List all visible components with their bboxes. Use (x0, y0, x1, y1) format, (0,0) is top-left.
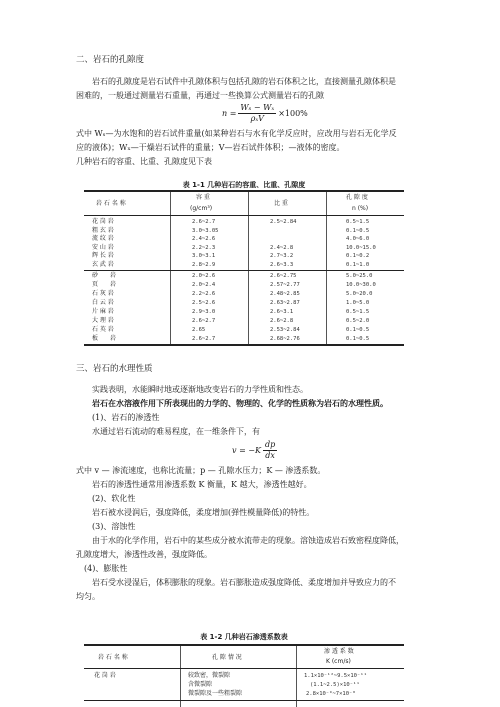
table-cell-porosity: 0.5~1.5 (346, 219, 370, 225)
table-cell-porosity: 0.1~0.5 (346, 227, 370, 234)
formula-lhs: n = (222, 109, 237, 118)
table-cell-sg: 2.68~2.76 (270, 336, 300, 342)
table-cell-density: 2.6~2.7 (192, 318, 216, 324)
table-bottom-rule (84, 344, 404, 346)
header-porosity: 孔 隙 度 (346, 194, 368, 201)
table-cell-k: (1.1~2.5)×10⁻¹¹ (310, 682, 360, 688)
paragraph-line: 式中 Wₛ—为水饱和的岩石试件重量(如某种岩石与水有化学反应时，应改用与岩石无化学反 (76, 129, 397, 138)
table-cell-density: 2.2~2.6 (192, 291, 216, 297)
table-cell-sg: 2.6~3.1 (270, 309, 294, 315)
formula-numerator: dp (265, 440, 276, 449)
table-cell-density: 2.4~2.6 (192, 236, 216, 242)
table-cell-name: 花 岗 岩 (94, 672, 116, 679)
table-cell-sg: 2.6~2.75 (270, 273, 297, 279)
table-cell-name: 砂 岩 (92, 272, 117, 279)
porosity-formula (222, 103, 308, 124)
paragraph-line: 困难的，一般通过测量岩石重量，再通过一些换算公式测量岩石的孔隙 (76, 91, 324, 100)
section-heading-water: 三、岩石的水理性质 (76, 364, 153, 374)
table-cell-k: 2.8×10⁻⁹~7×10⁻⁸ (306, 691, 356, 697)
permeability-table (84, 632, 404, 707)
paragraph-line: 式中 v — 渗流速度，也称比流量；p — 孔隙水压力；K — 渗透系数。 (76, 466, 326, 475)
table-cell-name: 花 岗 岩 (92, 218, 114, 225)
table-top-rule (84, 644, 404, 646)
table-cell-condition: 微裂隙及一些粗裂隙 (188, 690, 243, 697)
table-cell-density: 2.6~2.7 (192, 336, 216, 342)
rock-properties-table (84, 180, 404, 346)
table-cell-density: 2.6~2.7 (192, 219, 216, 225)
table-cell-porosity: 0.1~1.0 (346, 261, 370, 268)
paragraph-line: 水通过岩石流动的难易程度，在一维条件下，有 (92, 427, 260, 436)
table-cell-density: 3.0~3.05 (192, 227, 219, 234)
table-cell-name: 白 云 岩 (92, 299, 114, 306)
table-cell-density: 2.0~2.6 (192, 273, 216, 279)
table-cell-sg: 2.53~2.84 (270, 327, 300, 333)
table-cell-density: 2.0~2.4 (192, 282, 216, 288)
list-heading-dissolution: (3)、溶蚀性 (92, 522, 136, 531)
column-divider (180, 646, 181, 707)
table-cell-sg: 2.6~3.3 (270, 261, 294, 268)
formula-numerator: Wₛ − Wₓ (240, 103, 275, 112)
header-rule (84, 215, 404, 216)
table-cell-condition: 较致密，微裂隙 (188, 672, 231, 679)
formula-fraction (238, 103, 276, 124)
table-cell-density: 2.65 (192, 327, 206, 333)
table-cell-porosity: 0.1~0.2 (346, 253, 370, 259)
row-rule (84, 700, 404, 701)
table-cell-porosity: 10.0~15.0 (346, 244, 376, 251)
table-cell-porosity: 5.0~25.0 (346, 273, 373, 279)
header-porosity-unit: n (%) (352, 205, 369, 212)
table-cell-porosity: 4.0~6.0 (346, 236, 370, 242)
formula-denominator: dx (265, 451, 275, 460)
header-permeability: 渗 透 系 数 (324, 648, 354, 655)
table-cell-porosity: 5.0~20.0 (346, 291, 373, 297)
paragraph-line: 孔隙度增大，渗透性改善，强度降低。 (76, 550, 212, 559)
table-cell-density: 2.8~2.9 (192, 261, 216, 268)
table-cell-name: 片 麻 岩 (92, 308, 114, 315)
paragraph-line: 由于水的化学作用，岩石中的某些成分被水流带走的现象。溶蚀造成岩石致密程度降低， (92, 536, 404, 545)
header-rule (84, 668, 404, 669)
table-caption: 表 1-1 几种岩石的容重、比重、孔隙度 (182, 181, 306, 189)
table-cell-porosity: 10.0~30.0 (346, 282, 376, 288)
formula-lhs: v = −K (232, 446, 261, 455)
table-top-rule (84, 190, 404, 192)
table-cell-condition: 含微裂隙 (188, 681, 213, 688)
header-rock-name: 岩 石 名 称 (96, 200, 126, 207)
table-cell-porosity: 0.1~0.5 (346, 327, 370, 333)
table-cell-name: 板 岩 (92, 335, 117, 342)
header-pore-condition: 孔 隙 情 况 (212, 654, 242, 661)
table-cell-density: 2.2~2.3 (192, 244, 216, 251)
table-cell-density: 2.5~2.6 (192, 300, 216, 306)
table-cell-sg: 2.57~2.77 (270, 282, 300, 288)
paragraph-line: 岩石的渗透性通常用渗透系数 K 衡量，K 越大，渗透性越好。 (92, 480, 312, 489)
header-density-unit: (g/cm³) (190, 205, 213, 212)
table-cell-name: 玄 武 岩 (92, 260, 114, 268)
table-cell-name: 粗 玄 岩 (92, 226, 114, 234)
header-specific-gravity: 比 重 (274, 200, 288, 207)
list-heading-softening: (2)、软化性 (92, 494, 136, 503)
table-cell-density: 3.0~3.1 (192, 253, 216, 259)
table-cell-k: 1.1×10⁻¹²~9.5×10⁻¹¹ (304, 673, 367, 679)
paragraph-line: 均匀。 (76, 592, 100, 601)
list-heading-permeability: (1)、岩石的渗透性 (92, 413, 160, 422)
column-divider (296, 646, 297, 707)
bold-definition: 岩石在水溶液作用下所表现出的力学的、物理的、化学的性质称为岩石的水理性质。 (92, 398, 388, 408)
paragraph-line: 岩石被水浸润后，强度降低，柔度增加(弹性模量降低)的特性。 (92, 508, 315, 517)
paragraph-line: 几种岩石的容重、比重、孔隙度见下表 (76, 157, 212, 166)
list-heading-swelling: (4)、膨胀性 (84, 564, 128, 573)
table-cell-porosity: 0.5~2.0 (346, 318, 370, 324)
table-cell-sg: 2.5~2.84 (270, 219, 297, 225)
table-cell-sg: 2.7~3.2 (270, 253, 294, 259)
table-cell-sg: 2.6~2.8 (270, 318, 294, 324)
table-cell-sg: 2.48~2.85 (270, 291, 300, 297)
formula-fraction (263, 440, 277, 461)
section-heading-porosity: 二、岩石的孔隙度 (76, 55, 145, 65)
paragraph-line: 岩石受水浸湿后，体积膨胀的现象。岩石膨胀造成强度降低、柔度增加并导致应力的不 (92, 578, 396, 587)
paragraph-line: 岩石的孔隙度是岩石试件中孔隙体积与包括孔隙的岩石体积之比，直接测量孔隙体积是 (92, 77, 396, 86)
table-cell-name: 大 理 岩 (92, 317, 114, 324)
paragraph-line: 实践表明，水能瞬时地或逐渐地改变岩石的力学性质和性态。 (92, 385, 308, 394)
header-permeability-unit: K (cm/s) (326, 658, 351, 665)
table-cell-name: 石 灰 岩 (92, 290, 114, 297)
darcy-formula (232, 440, 277, 461)
header-density: 容 重 (196, 194, 210, 201)
table-cell-porosity: 0.1~0.5 (346, 336, 370, 342)
paragraph-line: 应的液体)；Wₓ—干燥岩石试件的重量；V—岩石试件体积；—液体的密度。 (76, 143, 345, 152)
table-cell-porosity: 1.0~5.0 (346, 300, 370, 306)
table-cell-name: 安 山 岩 (92, 243, 114, 251)
table-cell-porosity: 0.5~1.5 (346, 309, 370, 315)
table-cell-name: 流 纹 岩 (92, 235, 114, 242)
table-cell-name: 石 英 岩 (92, 326, 114, 333)
table-cell-name: 辉 长 岩 (92, 252, 114, 259)
formula-denominator: ρₓV (250, 114, 264, 123)
formula-rhs: ×100% (278, 109, 308, 118)
table-cell-name: 页 岩 (92, 281, 117, 288)
header-rock-name: 岩 石 名 称 (98, 654, 128, 661)
table-caption: 表 1-2 几种岩石渗透系数表 (200, 633, 288, 641)
table-cell-sg: 2.4~2.8 (270, 244, 294, 251)
table-cell-density: 2.9~3.0 (192, 309, 216, 315)
group-rule (84, 270, 404, 271)
table-cell-sg: 2.63~2.87 (270, 300, 300, 306)
